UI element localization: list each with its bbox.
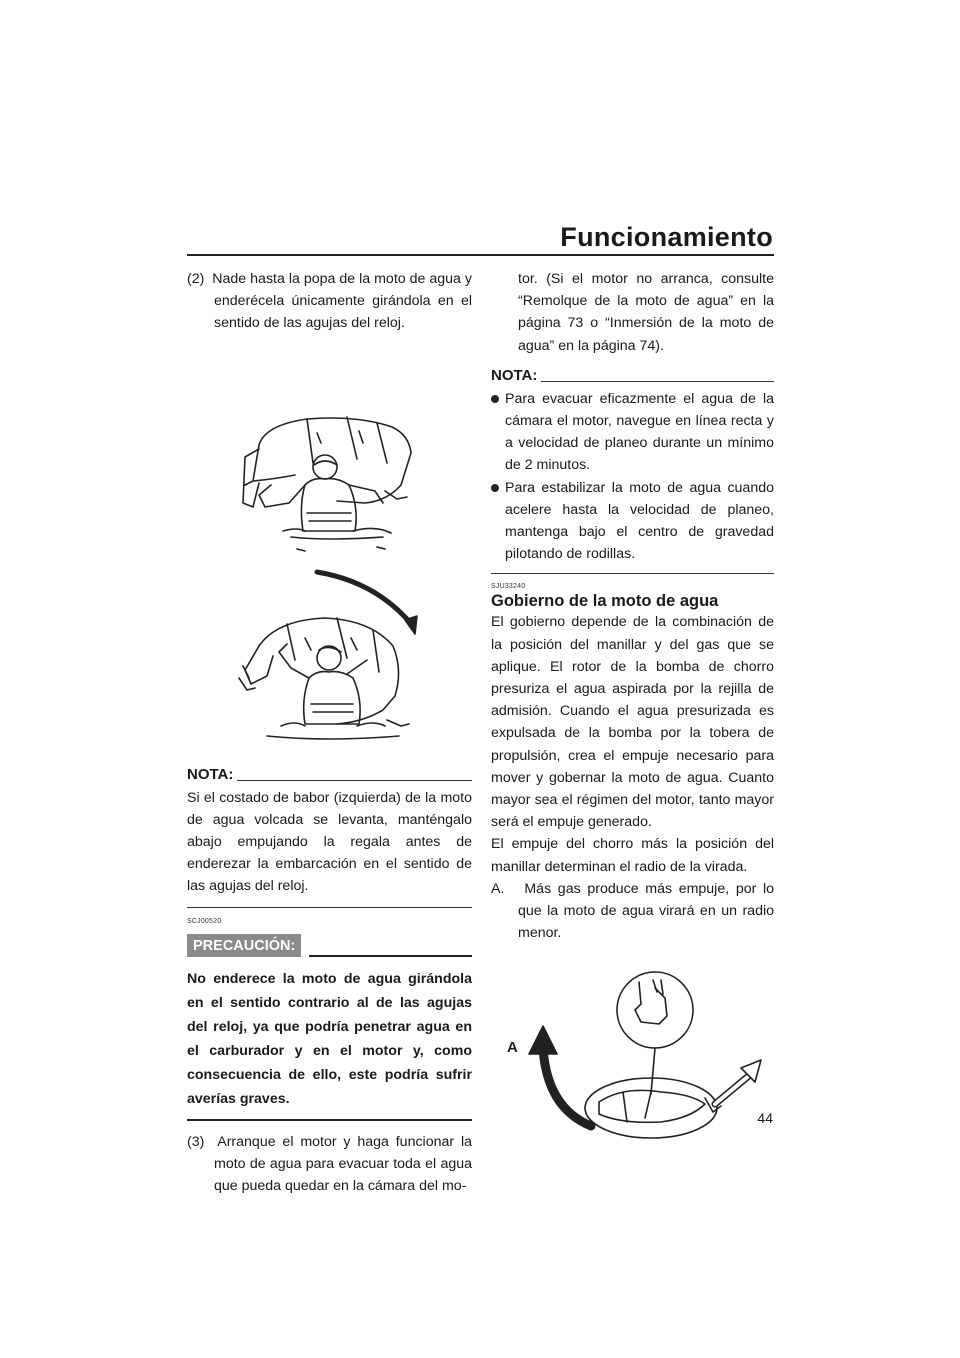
nota-bullet-2 <box>491 477 774 566</box>
page-header-title: Funcionamiento <box>560 222 773 252</box>
step-3-text: Arranque el motor y haga funcionar la moto de agua para evacuar toda el agua que pueda quedar en la cámara del mo- <box>214 1133 472 1195</box>
item-a-text: Más gas produce más empuje, por lo que la moto de agua virará en un radio menor. <box>518 880 775 942</box>
section-paragraph-2: El empuje del chorro más la posición del manillar determinan el radio de la virada. <box>491 836 774 875</box>
step-3-number: (3) <box>187 1133 205 1150</box>
nota-label: NOTA: <box>187 765 234 783</box>
right-column <box>491 268 774 1158</box>
caution-end-rule <box>187 1119 472 1121</box>
item-a-number: A. <box>491 880 505 897</box>
bullet-dot-icon <box>491 484 499 492</box>
caution-text: No enderece la moto de agua girándola en el sentido contrario al de las agujas del reloj, ya que podría penetrar agua en el carburador y en el motor y, como consecuencia de ello, este podría sufrir averías graves. <box>187 970 472 1107</box>
bullet-dot-icon <box>491 395 499 403</box>
nota-bullet-1 <box>491 388 774 477</box>
illustration-steering-thrust-diagram <box>491 958 774 1158</box>
step-3 <box>187 1131 472 1198</box>
nota-heading <box>187 766 472 784</box>
caution-heading <box>187 934 472 957</box>
caution-heading-rule <box>309 955 472 957</box>
step-2 <box>187 268 472 335</box>
left-column <box>187 268 472 1197</box>
item-a <box>491 878 774 945</box>
nota-label-right: NOTA: <box>491 366 538 384</box>
nota-heading-rule-right <box>541 381 774 382</box>
nota-bullet-2-text: Para estabilizar la moto de agua cuando acelere hasta la velocidad de planeo, mantenga bajo el centro de gravedad pilotando de rodillas. <box>505 479 774 563</box>
nota-end-rule-right <box>491 573 774 574</box>
nota-heading-rule <box>237 780 472 781</box>
illustration-righting-craft-clockwise <box>187 560 472 760</box>
section-paragraph-1: El gobierno depende de la combinación de la posición del manillar y del gas que se aplique. El rotor de la bomba de chorro presuriza el agua aspirada por la rejilla de admisión. Cuando el agua presurizada es expulsada de la bomba por la tobera de propulsión, crea el empuje necesario para mover y gobernar la moto de agua. Cuanto mayor sea el régimen del motor, tanto mayor será el empuje generado. <box>491 614 774 831</box>
step-2-number: (2) <box>187 271 205 287</box>
page-number: 44 <box>757 1110 773 1126</box>
nota-bullet-1-text: Para evacuar eficazmente el agua de la cámara el motor, navegue en línea recta y a velocidad de planeo durante un mínimo de 2 minutos. <box>505 390 774 474</box>
caution-label: PRECAUCIÓN: <box>187 934 301 957</box>
figure-label-a: A <box>507 1039 518 1057</box>
caution-code: SCJ00520 <box>187 917 222 925</box>
nota-text: Si el costado de babor (izquierda) de la moto de agua volcada se levanta, manténgalo abajo empujando la regala antes de enderezar la embarcación en el sentido de las agujas del reloj. <box>187 789 472 895</box>
step-3-continued: tor. (Si el motor no arranca, consulte “Remolque de la moto de agua” en la página 73 o “Inmersión de la moto de agua” en la página 74). <box>518 271 774 354</box>
section-title: Gobierno de la moto de agua <box>491 592 719 611</box>
illustration-rider-pushing-capsized-craft <box>187 335 472 560</box>
step-2-text: Nade hasta la popa de la moto de agua y enderécela únicamente girándola en el sentido de las agujas del reloj. <box>212 271 472 332</box>
section-code: SJU33240 <box>491 583 526 591</box>
nota-heading-right <box>491 367 774 385</box>
header-rule <box>187 254 774 256</box>
nota-end-rule <box>187 907 472 908</box>
